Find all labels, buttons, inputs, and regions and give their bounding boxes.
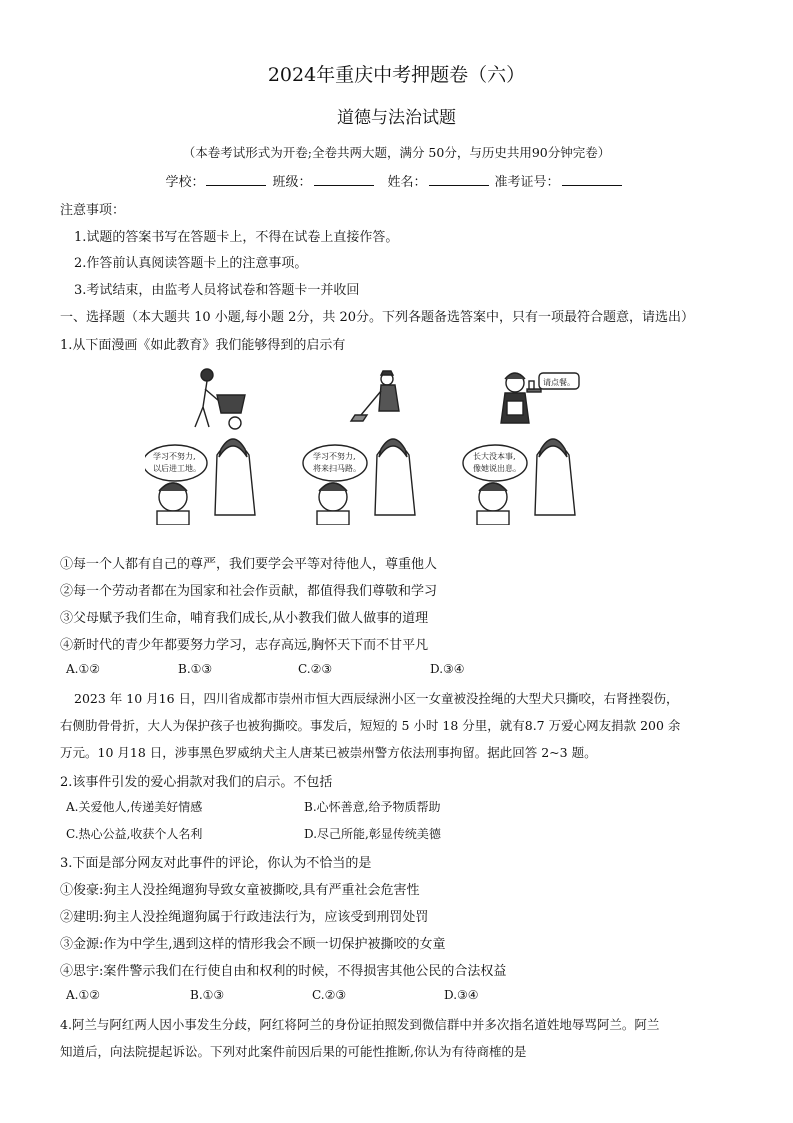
notes-heading: 注意事项： xyxy=(60,203,126,218)
q1-option-c[interactable]: C.②③ xyxy=(298,662,333,676)
comic-2-bubble-line: 将来扫马路。 xyxy=(313,464,361,473)
q1-statement: ④新时代的青少年都要努力学习，志存高远,胸怀天下而不甘平凡 xyxy=(60,638,429,653)
comic-illustration xyxy=(145,365,625,525)
comic-3-top-bubble: 请点餐。 xyxy=(543,378,575,387)
comic-1-bubble-line: 学习不努力, xyxy=(153,452,196,461)
school-blank[interactable] xyxy=(206,174,266,186)
q2-option-b[interactable]: B.心怀善意,给予物质帮助 xyxy=(304,800,441,814)
q1-option-b[interactable]: B.①③ xyxy=(178,662,213,676)
exam-id-label: 准考证号： xyxy=(494,175,560,190)
class-blank[interactable] xyxy=(314,174,374,186)
q2-option-c[interactable]: C.热心公益,收获个人名利 xyxy=(66,827,203,841)
comic-panel-1 xyxy=(145,369,255,525)
exam-id-blank[interactable] xyxy=(562,174,622,186)
passage-line: 万元。10 月18 日，涉事黑色罗威纳犬主人唐某已被崇州警方依法刑事拘留。据此回答 2~3 题。 xyxy=(60,745,597,760)
section-heading: 一、选择题（本大题共 10 小题,每小题 2分，共 20分。下列各题备选答案中，只有一项最符合题意，请选出） xyxy=(60,310,695,325)
q3-statement: ①俊豪:狗主人没拴绳遛狗导致女童被撕咬,具有严重社会危害性 xyxy=(60,883,420,898)
q3-statement: ④思宇:案件警示我们在行使自由和权利的时候，不得损害其他公民的合法权益 xyxy=(60,964,507,979)
student-info-line xyxy=(0,171,793,190)
q1-statement: ②每一个劳动者都在为国家和社会作贡献，都值得我们尊敬和学习 xyxy=(60,584,438,599)
school-label: 学校： xyxy=(165,175,205,190)
q3-statement: ③金源:作为中学生,遇到这样的情形我会不顾一切保护被撕咬的女童 xyxy=(60,937,446,952)
note-item: 3.考试结束，由监考人员将试卷和答题卡一并收回 xyxy=(74,283,360,298)
q2-option-d[interactable]: D.尽己所能,彰显传统美德 xyxy=(304,827,441,841)
question-4-line: 4.阿兰与阿红两人因小事发生分歧，阿红将阿兰的身份证拍照发到微信群中并多次指名道姓地辱骂阿兰。阿兰 xyxy=(60,1017,660,1032)
name-blank[interactable] xyxy=(429,174,489,186)
q3-option-a[interactable]: A.①② xyxy=(66,988,100,1002)
question-3-stem: 3.下面是部分网友对此事件的评论，你认为不恰当的是 xyxy=(60,856,372,871)
q3-option-b[interactable]: B.①③ xyxy=(190,988,225,1002)
q1-option-a[interactable]: A.①② xyxy=(66,662,100,676)
note-item: 2.作答前认真阅读答题卡上的注意事项。 xyxy=(74,256,308,271)
exam-title: 2024年重庆中考押题卷（六） xyxy=(267,64,526,86)
passage-line: 右侧肋骨骨折，大人为保护孩子也被狗撕咬。事发后，短短的 5 小时 18 分里，就有8.7 万爱心网友捐款 200 余 xyxy=(60,718,681,733)
q3-option-d[interactable]: D.③④ xyxy=(444,988,479,1002)
comic-3-bubble-line: 像她说出息。 xyxy=(473,464,521,473)
q3-statement: ②建明:狗主人没拴绳遛狗属于行政违法行为，应该受到刑罚处罚 xyxy=(60,910,429,925)
comic-panel-2 xyxy=(303,371,415,525)
exam-subtitle: 道德与法治试题 xyxy=(337,108,456,128)
q2-option-a[interactable]: A.关爱他人,传递美好情感 xyxy=(66,800,203,814)
q1-option-d[interactable]: D.③④ xyxy=(430,662,465,676)
question-1-stem: 1.从下面漫画《如此教育》我们能够得到的启示有 xyxy=(60,338,346,353)
q3-option-c[interactable]: C.②③ xyxy=(312,988,347,1002)
comic-1-bubble-line: 以后进工地。 xyxy=(153,464,201,473)
comic-2-bubble-line: 学习不努力, xyxy=(313,452,356,461)
question-4-line: 知道后，向法院提起诉讼。下列对此案件前因后果的可能性推断,你认为有待商榷的是 xyxy=(60,1044,527,1059)
passage-line: 2023 年 10 月16 日，四川省成都市崇州市恒大西辰绿洲小区一女童被没拴绳的大型犬只撕咬，右肾挫裂伤， xyxy=(74,691,679,706)
comic-3-bubble-line: 长大没本事, xyxy=(473,452,516,461)
q1-statement: ①每一个人都有自己的尊严，我们要学会平等对待他人，尊重他人 xyxy=(60,557,438,572)
question-2-stem: 2.该事件引发的爱心捐款对我们的启示。不包括 xyxy=(60,775,333,790)
class-label: 班级： xyxy=(272,175,312,190)
q1-statement: ③父母赋予我们生命，哺育我们成长,从小教我们做人做事的道理 xyxy=(60,611,429,626)
name-label: 姓名： xyxy=(387,175,427,190)
exam-instructions: （本卷考试形式为开卷;全卷共两大题，满分 50分，与历史共用90分钟完卷） xyxy=(182,145,611,160)
comic-panel-3 xyxy=(463,373,579,525)
note-item: 1.试题的答案书写在答题卡上，不得在试卷上直接作答。 xyxy=(74,230,399,245)
